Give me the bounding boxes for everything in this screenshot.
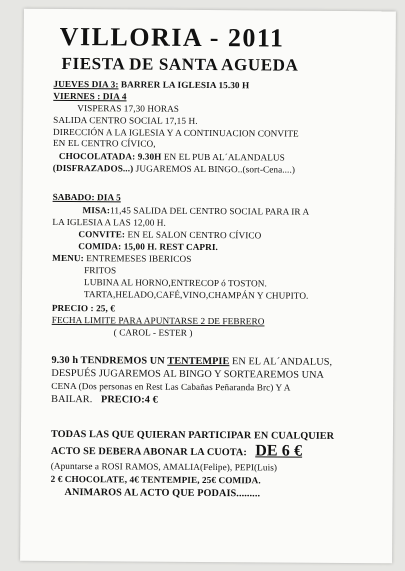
misa-text: 11,45 SALIDA DEL CENTRO SOCIAL PARA IR A bbox=[110, 205, 310, 217]
contacto: ( CAROL - ESTER ) bbox=[113, 327, 193, 338]
precio-value: 25, € bbox=[96, 303, 116, 314]
thursday-day: JUEVES DIA 3: bbox=[53, 78, 119, 90]
tentempie-place: EN EL AL´ANDALUS, bbox=[232, 356, 333, 368]
convite-text: EN EL SALON CENTRO CÍVICO bbox=[127, 229, 262, 241]
saturday-misa-line2: LA IGLESIA A LAS 12,00 H. bbox=[52, 216, 167, 228]
saturday-menu-row-1 bbox=[52, 253, 191, 265]
tentempie-time: 9.30 h TENDREMOS UN bbox=[51, 354, 165, 367]
friday-chocolatada bbox=[59, 151, 285, 164]
tentempie-line-1 bbox=[51, 355, 332, 369]
saturday-precio bbox=[52, 303, 115, 314]
footer-line-2 bbox=[51, 441, 302, 461]
cuota-text: ACTO SE DEBERA ABONAR LA CUOTA: bbox=[50, 445, 247, 459]
convite-label: CONVITE: bbox=[78, 229, 126, 240]
menu-item: ENTREMESES IBERICOS bbox=[86, 253, 192, 264]
chocolatada-place: EN EL PUB AL´ALANDALUS bbox=[163, 151, 285, 163]
saturday-day: SABADO: DIA 5 bbox=[52, 191, 121, 203]
page-subtitle: FIESTA DE SANTA AGUEDA bbox=[61, 53, 299, 75]
friday-day: VIERNES : DIA 4 bbox=[53, 90, 127, 102]
page-title: VILLORIA - 2011 bbox=[59, 21, 285, 53]
friday-salida: SALIDA CENTRO SOCIAL 17,15 H. bbox=[53, 114, 198, 126]
cuota-amount: DE 6 € bbox=[255, 442, 303, 460]
comida-label: COMIDA: bbox=[78, 241, 122, 252]
saturday-convite bbox=[78, 229, 261, 241]
menu-label: MENU: bbox=[52, 252, 84, 264]
saturday-misa bbox=[82, 205, 309, 218]
thursday-activity: BARRER LA IGLESIA 15.30 H bbox=[120, 79, 250, 91]
apuntarse-line: (Apuntarse a ROSI RAMOS, AMALIA(Felipe), PEPI(Luis) bbox=[50, 460, 278, 473]
animaros-line: ANIMAROS AL ACTO QUE PODAIS......... bbox=[64, 487, 261, 500]
fecha-limite: FECHA LIMITE PARA APUNTARSE 2 DE FEBRERO bbox=[51, 314, 265, 327]
saturday-comida bbox=[78, 241, 218, 253]
tentempie-line-2: DESPUÉS JUGAREMOS AL BINGO Y SORTEAREMOS UNA bbox=[51, 367, 325, 381]
bailar-text: BAILAR. bbox=[51, 393, 93, 406]
menu-item: TARTA,HELADO,CAFÉ,VINO,CHAMPÁN Y CHUPITO. bbox=[83, 289, 309, 301]
chocolatada-time: 9.30H bbox=[137, 151, 162, 162]
friday-direccion-2: EN EL CENTRO CÍVICO, bbox=[52, 137, 156, 149]
flyer-sheet bbox=[20, 9, 396, 564]
chocolatada-label: CHOCOLATADA: bbox=[58, 150, 136, 162]
tentempie-line-4 bbox=[51, 394, 158, 407]
footer-line-1: TODAS LAS QUE QUIERAN PARTICIPAR EN CUALQUIER bbox=[50, 428, 335, 442]
friday-visperas: VISPERAS 17,30 HORAS bbox=[77, 103, 180, 114]
precio-label: PRECIO : bbox=[51, 302, 94, 314]
friday-bingo-line bbox=[53, 163, 295, 176]
friday-direccion-1: DIRECCIÓN A LA IGLESIA Y A CONTINUACION CONVITE bbox=[53, 126, 299, 139]
tentempie-precio: PRECIO:4 € bbox=[100, 394, 158, 406]
disfrazados: (DISFRAZADOS...) bbox=[52, 162, 134, 174]
thursday-line bbox=[53, 79, 249, 91]
tentempie-line-3: CENA (Dos personas en Rest Las Cabañas Peñaranda Brc) Y A bbox=[51, 380, 291, 393]
bingo-text: JUGAREMOS AL BINGO..(sort-Cena....) bbox=[135, 163, 296, 175]
menu-item: LUBINA AL HORNO,ENTRECOP ó TOSTON. bbox=[83, 277, 267, 289]
menu-item: FRITOS bbox=[84, 265, 117, 276]
desglose-line: 2 € CHOCOLATE, 4€ TENTEMPIE, 25€ COMIDA. bbox=[50, 473, 261, 486]
tentempie-word: TENTEMPIE bbox=[167, 355, 230, 368]
comida-text: 15,00 H. REST CAPRI. bbox=[123, 241, 219, 253]
misa-label: MISA: bbox=[82, 205, 111, 216]
